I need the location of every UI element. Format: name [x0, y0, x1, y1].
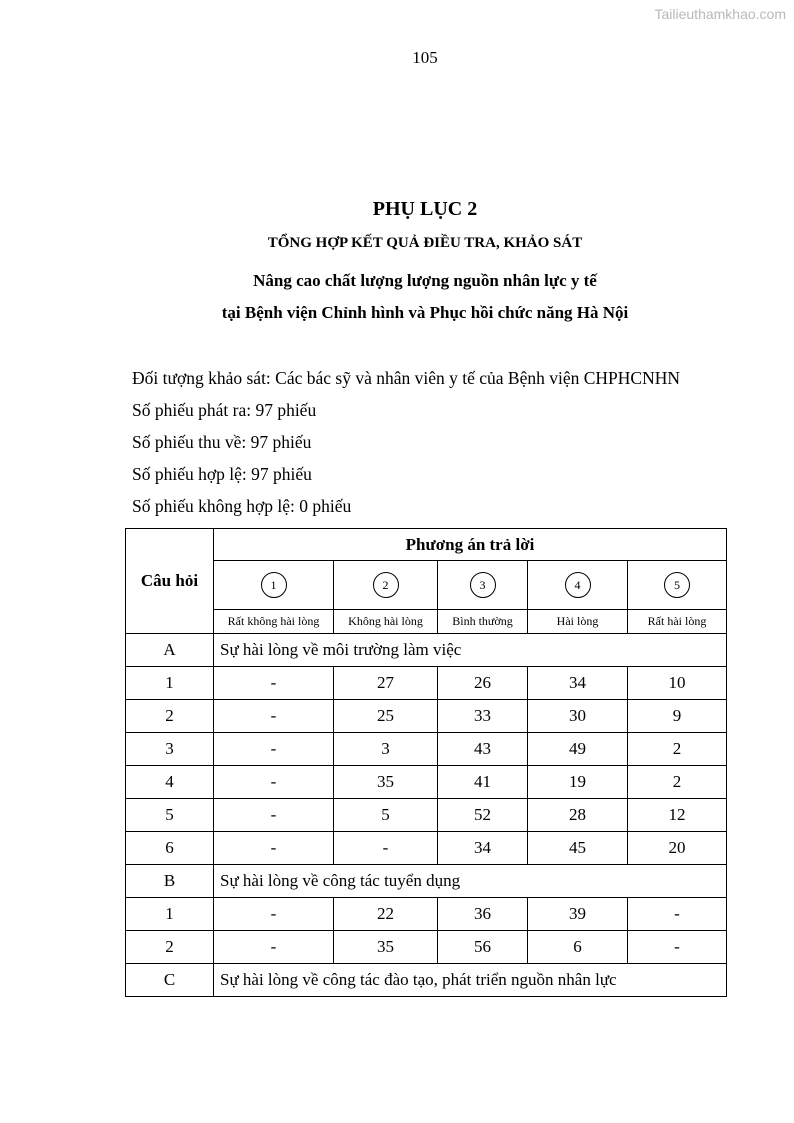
question-number: 2 [126, 931, 214, 964]
table-cell: - [628, 898, 727, 931]
table-cell: 20 [628, 832, 727, 865]
question-number: 3 [126, 733, 214, 766]
group-code: C [126, 964, 214, 997]
table-row [126, 931, 727, 964]
group-row [126, 964, 727, 997]
option-2-label: Không hài lòng [334, 610, 438, 634]
table-cell: 2 [628, 733, 727, 766]
table-cell: - [214, 733, 334, 766]
table-row [126, 667, 727, 700]
table-cell: 45 [528, 832, 628, 865]
table-cell: 25 [334, 700, 438, 733]
table-cell: 56 [438, 931, 528, 964]
question-number: 5 [126, 799, 214, 832]
option-number-circle: 3 [470, 572, 496, 598]
group-row [126, 634, 727, 667]
table-cell: 28 [528, 799, 628, 832]
appendix-title: PHỤ LỤC 2 [372, 198, 478, 220]
table-cell: 12 [628, 799, 727, 832]
option-2-number [334, 561, 438, 610]
table-cell: 19 [528, 766, 628, 799]
table-cell: 41 [438, 766, 528, 799]
table-cell: 52 [438, 799, 528, 832]
info-valid: Số phiếu hợp lệ: 97 phiếu [132, 464, 312, 484]
option-5-number [628, 561, 727, 610]
table-cell: - [214, 931, 334, 964]
table-row [126, 898, 727, 931]
question-number: 2 [126, 700, 214, 733]
table-cell: - [214, 898, 334, 931]
option-number-circle: 1 [261, 572, 287, 598]
table-row [126, 766, 727, 799]
survey-results-table [125, 528, 727, 997]
question-number: 1 [126, 898, 214, 931]
group-title: Sự hài lòng về môi trường làm việc [214, 634, 727, 667]
table-cell: 34 [528, 667, 628, 700]
group-code: A [126, 634, 214, 667]
option-3-label: Bình thường [438, 610, 528, 634]
option-4-label: Hài lòng [528, 610, 628, 634]
table-row [126, 799, 727, 832]
table-cell: 35 [334, 931, 438, 964]
option-number-circle: 4 [565, 572, 591, 598]
question-column-header: Câu hỏi [126, 529, 214, 634]
table-cell: 9 [628, 700, 727, 733]
table-cell: - [214, 667, 334, 700]
question-number: 4 [126, 766, 214, 799]
option-number-circle: 5 [664, 572, 690, 598]
answers-column-header: Phương án trả lời [214, 529, 727, 561]
option-1-number [214, 561, 334, 610]
table-cell: - [214, 799, 334, 832]
survey-heading-line2: tại Bệnh viện Chỉnh hình và Phục hồi chức năng Hà Nội [221, 303, 629, 322]
info-invalid: Số phiếu không hợp lệ: 0 phiếu [132, 496, 352, 516]
table-cell: 22 [334, 898, 438, 931]
table-cell: 33 [438, 700, 528, 733]
group-code: B [126, 865, 214, 898]
table-cell: - [214, 832, 334, 865]
appendix-subtitle: TỔNG HỢP KẾT QUẢ ĐIỀU TRA, KHẢO SÁT [267, 235, 583, 251]
group-title: Sự hài lòng về công tác đào tạo, phát triển nguồn nhân lực [214, 964, 727, 997]
watermark: Tailieuthamkhao.com [654, 6, 786, 22]
table-row [126, 733, 727, 766]
table-cell: 43 [438, 733, 528, 766]
group-row [126, 865, 727, 898]
table-row [126, 832, 727, 865]
table-cell: - [628, 931, 727, 964]
table-cell: 39 [528, 898, 628, 931]
option-3-number [438, 561, 528, 610]
page-number: 105 [412, 48, 438, 67]
question-number: 6 [126, 832, 214, 865]
group-title: Sự hài lòng về công tác tuyển dụng [214, 865, 727, 898]
table-cell: 26 [438, 667, 528, 700]
option-1-label: Rất không hài lòng [214, 610, 334, 634]
table-cell: 5 [334, 799, 438, 832]
survey-heading-line1: Nâng cao chất lượng lượng nguồn nhân lực y tế [253, 271, 597, 290]
option-5-label: Rất hài lòng [628, 610, 727, 634]
table-cell: 10 [628, 667, 727, 700]
table-cell: - [334, 832, 438, 865]
info-issued: Số phiếu phát ra: 97 phiếu [132, 400, 317, 420]
table-cell: 3 [334, 733, 438, 766]
table-cell: - [214, 700, 334, 733]
option-number-circle: 2 [373, 572, 399, 598]
table-cell: 6 [528, 931, 628, 964]
table-row [126, 700, 727, 733]
info-subject: Đối tượng khảo sát: Các bác sỹ và nhân viên y tế của Bệnh viện CHPHCNHN [132, 368, 681, 388]
table-cell: 35 [334, 766, 438, 799]
table-cell: 30 [528, 700, 628, 733]
table-cell: 36 [438, 898, 528, 931]
option-4-number [528, 561, 628, 610]
table-cell: 27 [334, 667, 438, 700]
table-cell: 34 [438, 832, 528, 865]
table-cell: 2 [628, 766, 727, 799]
table-cell: 49 [528, 733, 628, 766]
table-cell: - [214, 766, 334, 799]
info-collected: Số phiếu thu về: 97 phiếu [132, 432, 312, 452]
question-number: 1 [126, 667, 214, 700]
